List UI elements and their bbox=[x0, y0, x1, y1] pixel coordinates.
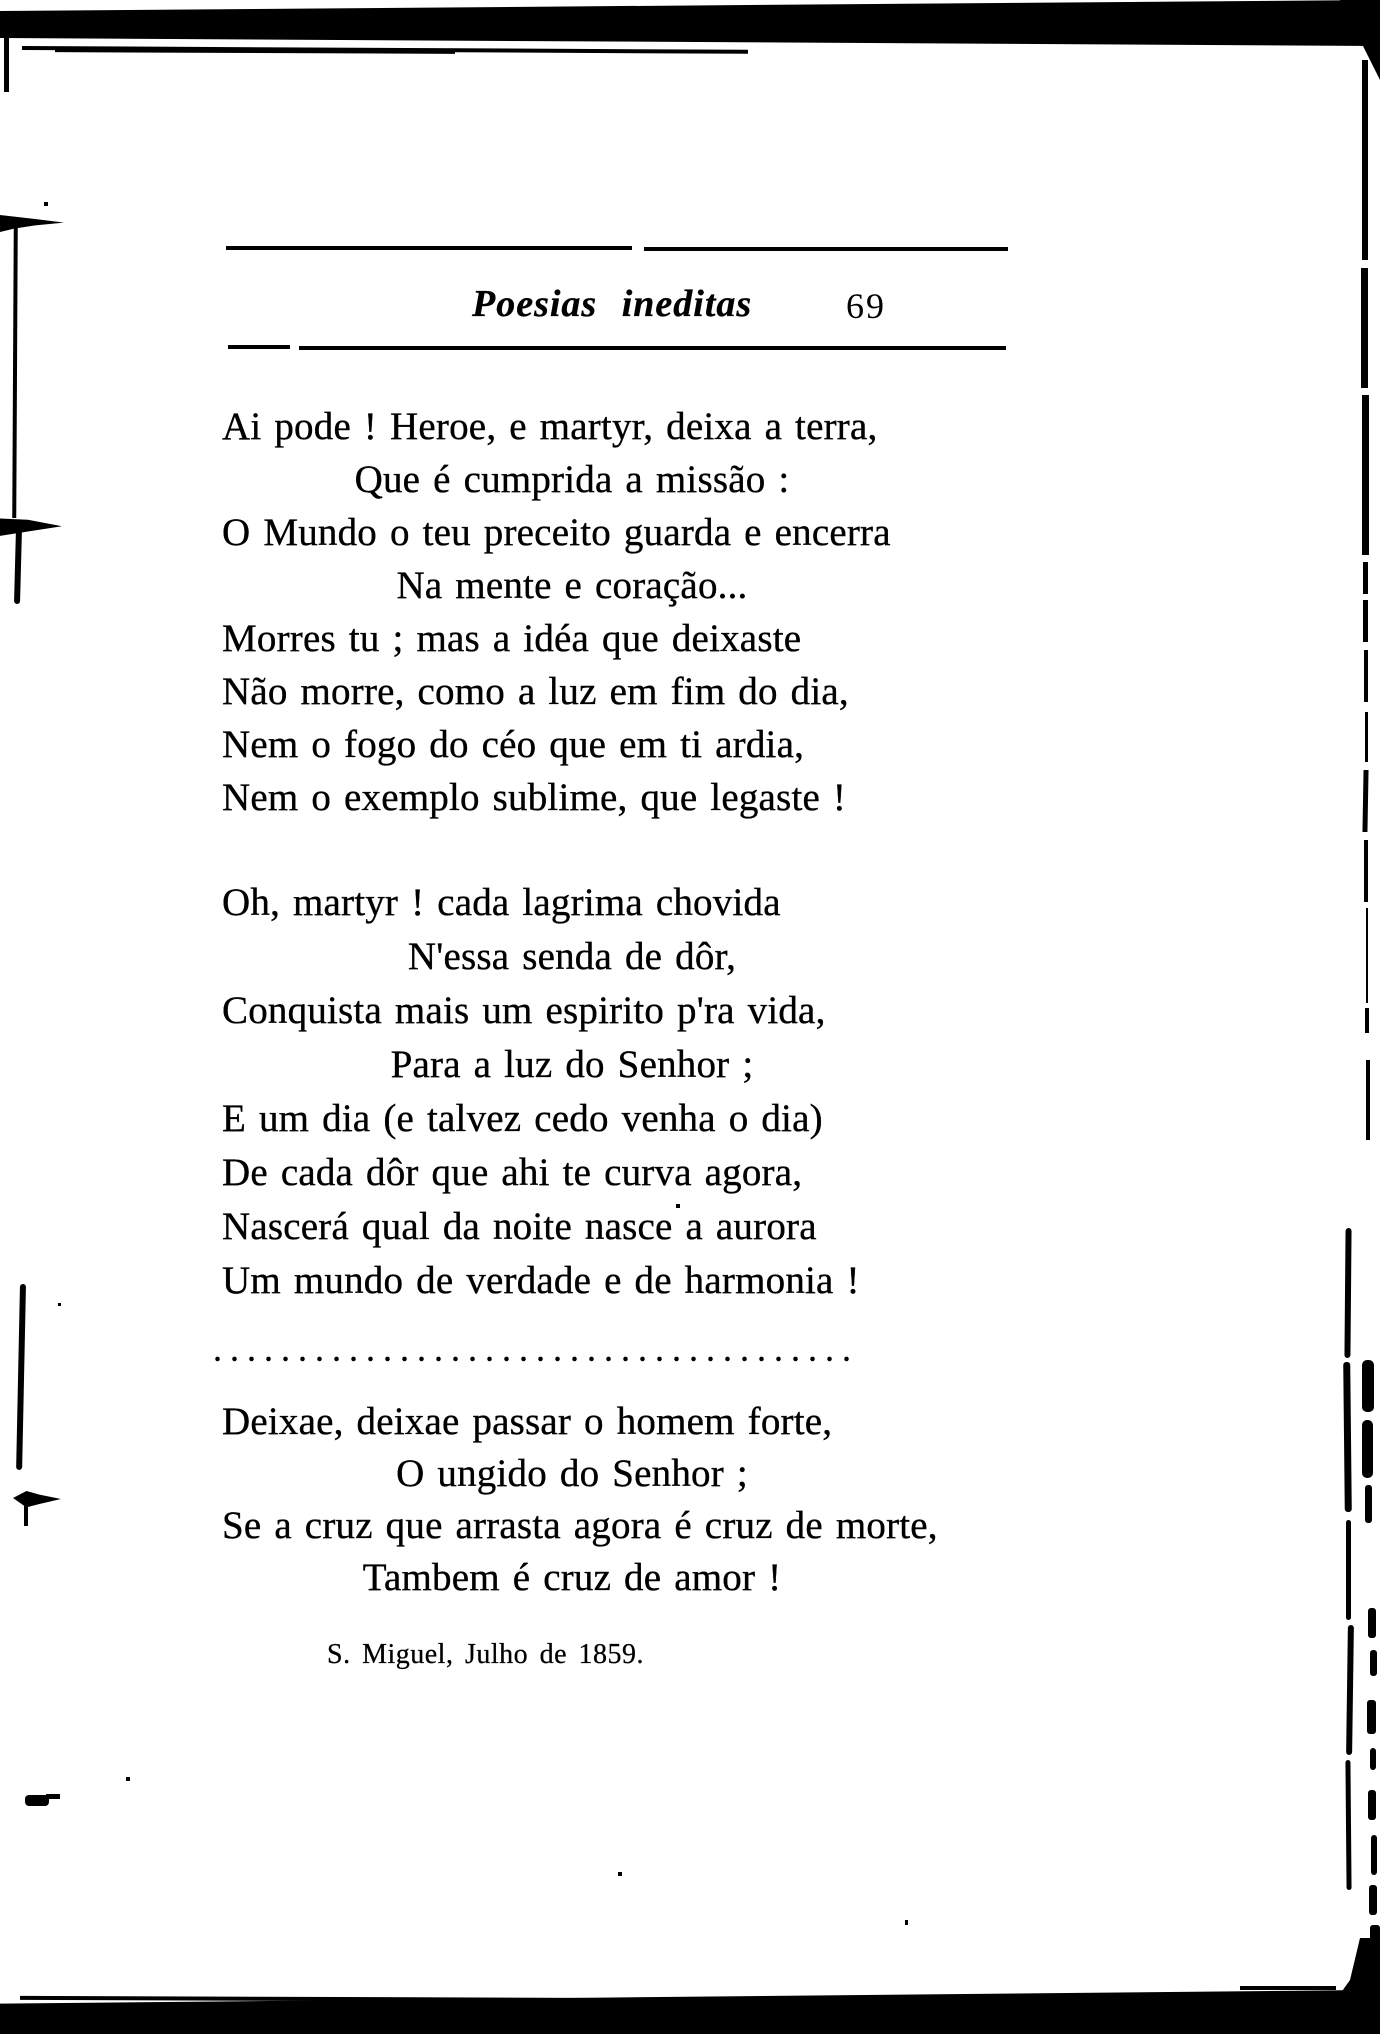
scan-artifact-right-blob bbox=[1370, 1650, 1377, 1676]
scan-artifact-right-edge bbox=[1363, 600, 1368, 642]
scan-artifact-right-blob bbox=[1367, 1700, 1376, 1734]
scan-artifact-left-arrow bbox=[13, 1489, 61, 1509]
scan-artifact-right-edge bbox=[1362, 60, 1368, 260]
scan-artifact-bottom-left-blob-tail bbox=[46, 1794, 60, 1799]
poem-line: Ai pode ! Heroe, e martyr, deixa a terra, bbox=[222, 405, 878, 448]
scan-artifact-left-flare-2 bbox=[0, 512, 62, 538]
scan-artifact-right-inner-line bbox=[1344, 1228, 1351, 1358]
scan-artifact-right-edge bbox=[1362, 770, 1368, 832]
header-rule-top-right bbox=[644, 247, 1008, 251]
scan-artifact-right-blob bbox=[1368, 1608, 1376, 1638]
scan-artifact-bottom-right-hook bbox=[1330, 1938, 1380, 2008]
poem-line: Um mundo de verdade e de harmonia ! bbox=[222, 1259, 860, 1302]
scan-artifact-right-edge bbox=[1361, 268, 1368, 388]
scan-artifact-right-blob bbox=[1370, 1748, 1376, 1770]
scan-artifact-right-edge bbox=[1364, 650, 1368, 702]
scan-artifact-left-flare-1 bbox=[0, 213, 64, 233]
poem-line: Deixae, deixae passar o homem forte, bbox=[222, 1400, 833, 1443]
scan-artifact-right-blob bbox=[1362, 1360, 1374, 1412]
scan-artifact-right-blob bbox=[1369, 1885, 1377, 1915]
poem-line: Para a luz do Senhor ; bbox=[390, 1043, 754, 1086]
poem-line: Nem o exemplo sublime, que legaste ! bbox=[222, 776, 847, 819]
poem-line: Se a cruz que arrasta agora é cruz de morte, bbox=[222, 1504, 938, 1547]
scan-artifact-right-inner-line bbox=[1346, 1520, 1351, 1620]
scan-artifact-right-blob bbox=[1371, 1835, 1377, 1875]
scan-artifact-left-midline bbox=[16, 1284, 26, 1470]
poem-line: O Mundo o teu preceito guarda e encerra bbox=[222, 511, 891, 554]
scan-artifact-right-inner-line bbox=[1343, 1362, 1352, 1512]
scan-artifact-right-edge bbox=[1363, 562, 1368, 594]
scan-speck bbox=[618, 1872, 622, 1876]
scan-artifact-bottom-bar bbox=[0, 1985, 1380, 2034]
scan-speck bbox=[44, 202, 48, 206]
scan-artifact-right-edge bbox=[1365, 712, 1368, 762]
scan-speck bbox=[905, 1920, 908, 1925]
poem-line: E um dia (e talvez cedo venha o dia) bbox=[222, 1097, 823, 1140]
poem-line: Nem o fogo do céo que em ti ardia, bbox=[222, 723, 805, 766]
scan-artifact-left-tail bbox=[14, 528, 22, 604]
poem-line: Na mente e coração... bbox=[396, 564, 748, 607]
poem-line: N'essa senda de dôr, bbox=[407, 935, 737, 978]
poem-line: Que é cumprida a missão : bbox=[354, 458, 790, 501]
poem-stanza-2 bbox=[222, 876, 922, 1308]
poem-line: Conquista mais um espirito p'ra vida, bbox=[222, 989, 826, 1032]
poem-line: O ungido do Senhor ; bbox=[396, 1452, 748, 1495]
scan-artifact-right-inner-line bbox=[1346, 1625, 1354, 1755]
scan-artifact-top-left-tick bbox=[4, 34, 9, 92]
page-number: 69 bbox=[846, 286, 886, 326]
scan-artifact-right-blob bbox=[1365, 1485, 1372, 1523]
poem-line: De cada dôr que ahi te curva agora, bbox=[222, 1151, 803, 1194]
scan-artifact-right-blob bbox=[1368, 1790, 1376, 1820]
header-rule-bottom-dash bbox=[228, 345, 290, 349]
scan-artifact-right-edge bbox=[1365, 1008, 1369, 1033]
scan-artifact-right-edge bbox=[1362, 395, 1369, 555]
scan-artifact-right-edge bbox=[1364, 840, 1368, 902]
scan-artifact-right-edge bbox=[1366, 908, 1368, 1003]
scan-artifact-right-blob bbox=[1362, 1420, 1373, 1478]
scan-artifact-left-vline bbox=[12, 228, 18, 518]
header-rule-top-left bbox=[226, 246, 632, 250]
scan-artifact-right-inner-line bbox=[1345, 1760, 1351, 1890]
poem-line: Não morre, como a luz em fim do dia, bbox=[222, 670, 849, 713]
stanza-separator-dots: ...................................... bbox=[214, 1337, 860, 1368]
poem-stanza-1 bbox=[222, 400, 922, 824]
scan-artifact-top-line-2 bbox=[55, 49, 455, 54]
scan-artifact-bottom-line-right bbox=[1240, 1986, 1336, 1990]
poem-stanza-3 bbox=[222, 1396, 938, 1604]
running-header-title: Poesias ineditas bbox=[472, 283, 753, 325]
poem-line: Oh, martyr ! cada lagrima chovida bbox=[222, 881, 781, 924]
poem-line: Tambem é cruz de amor ! bbox=[362, 1556, 782, 1599]
poem-signature: S. Miguel, Julho de 1859. bbox=[327, 1639, 645, 1670]
scan-speck bbox=[126, 1777, 130, 1781]
header-rule-bottom-main bbox=[299, 346, 1006, 350]
scan-speck bbox=[58, 1303, 61, 1306]
scan-artifact-top-bar bbox=[0, 0, 1380, 50]
poem-line: Nascerá qual da noite nasce a aurora bbox=[222, 1205, 817, 1248]
scan-artifact-right-edge bbox=[1366, 1060, 1370, 1140]
poem-line: Morres tu ; mas a idéa que deixaste bbox=[222, 617, 802, 660]
scan-artifact-left-arrow-tail bbox=[24, 1506, 28, 1526]
